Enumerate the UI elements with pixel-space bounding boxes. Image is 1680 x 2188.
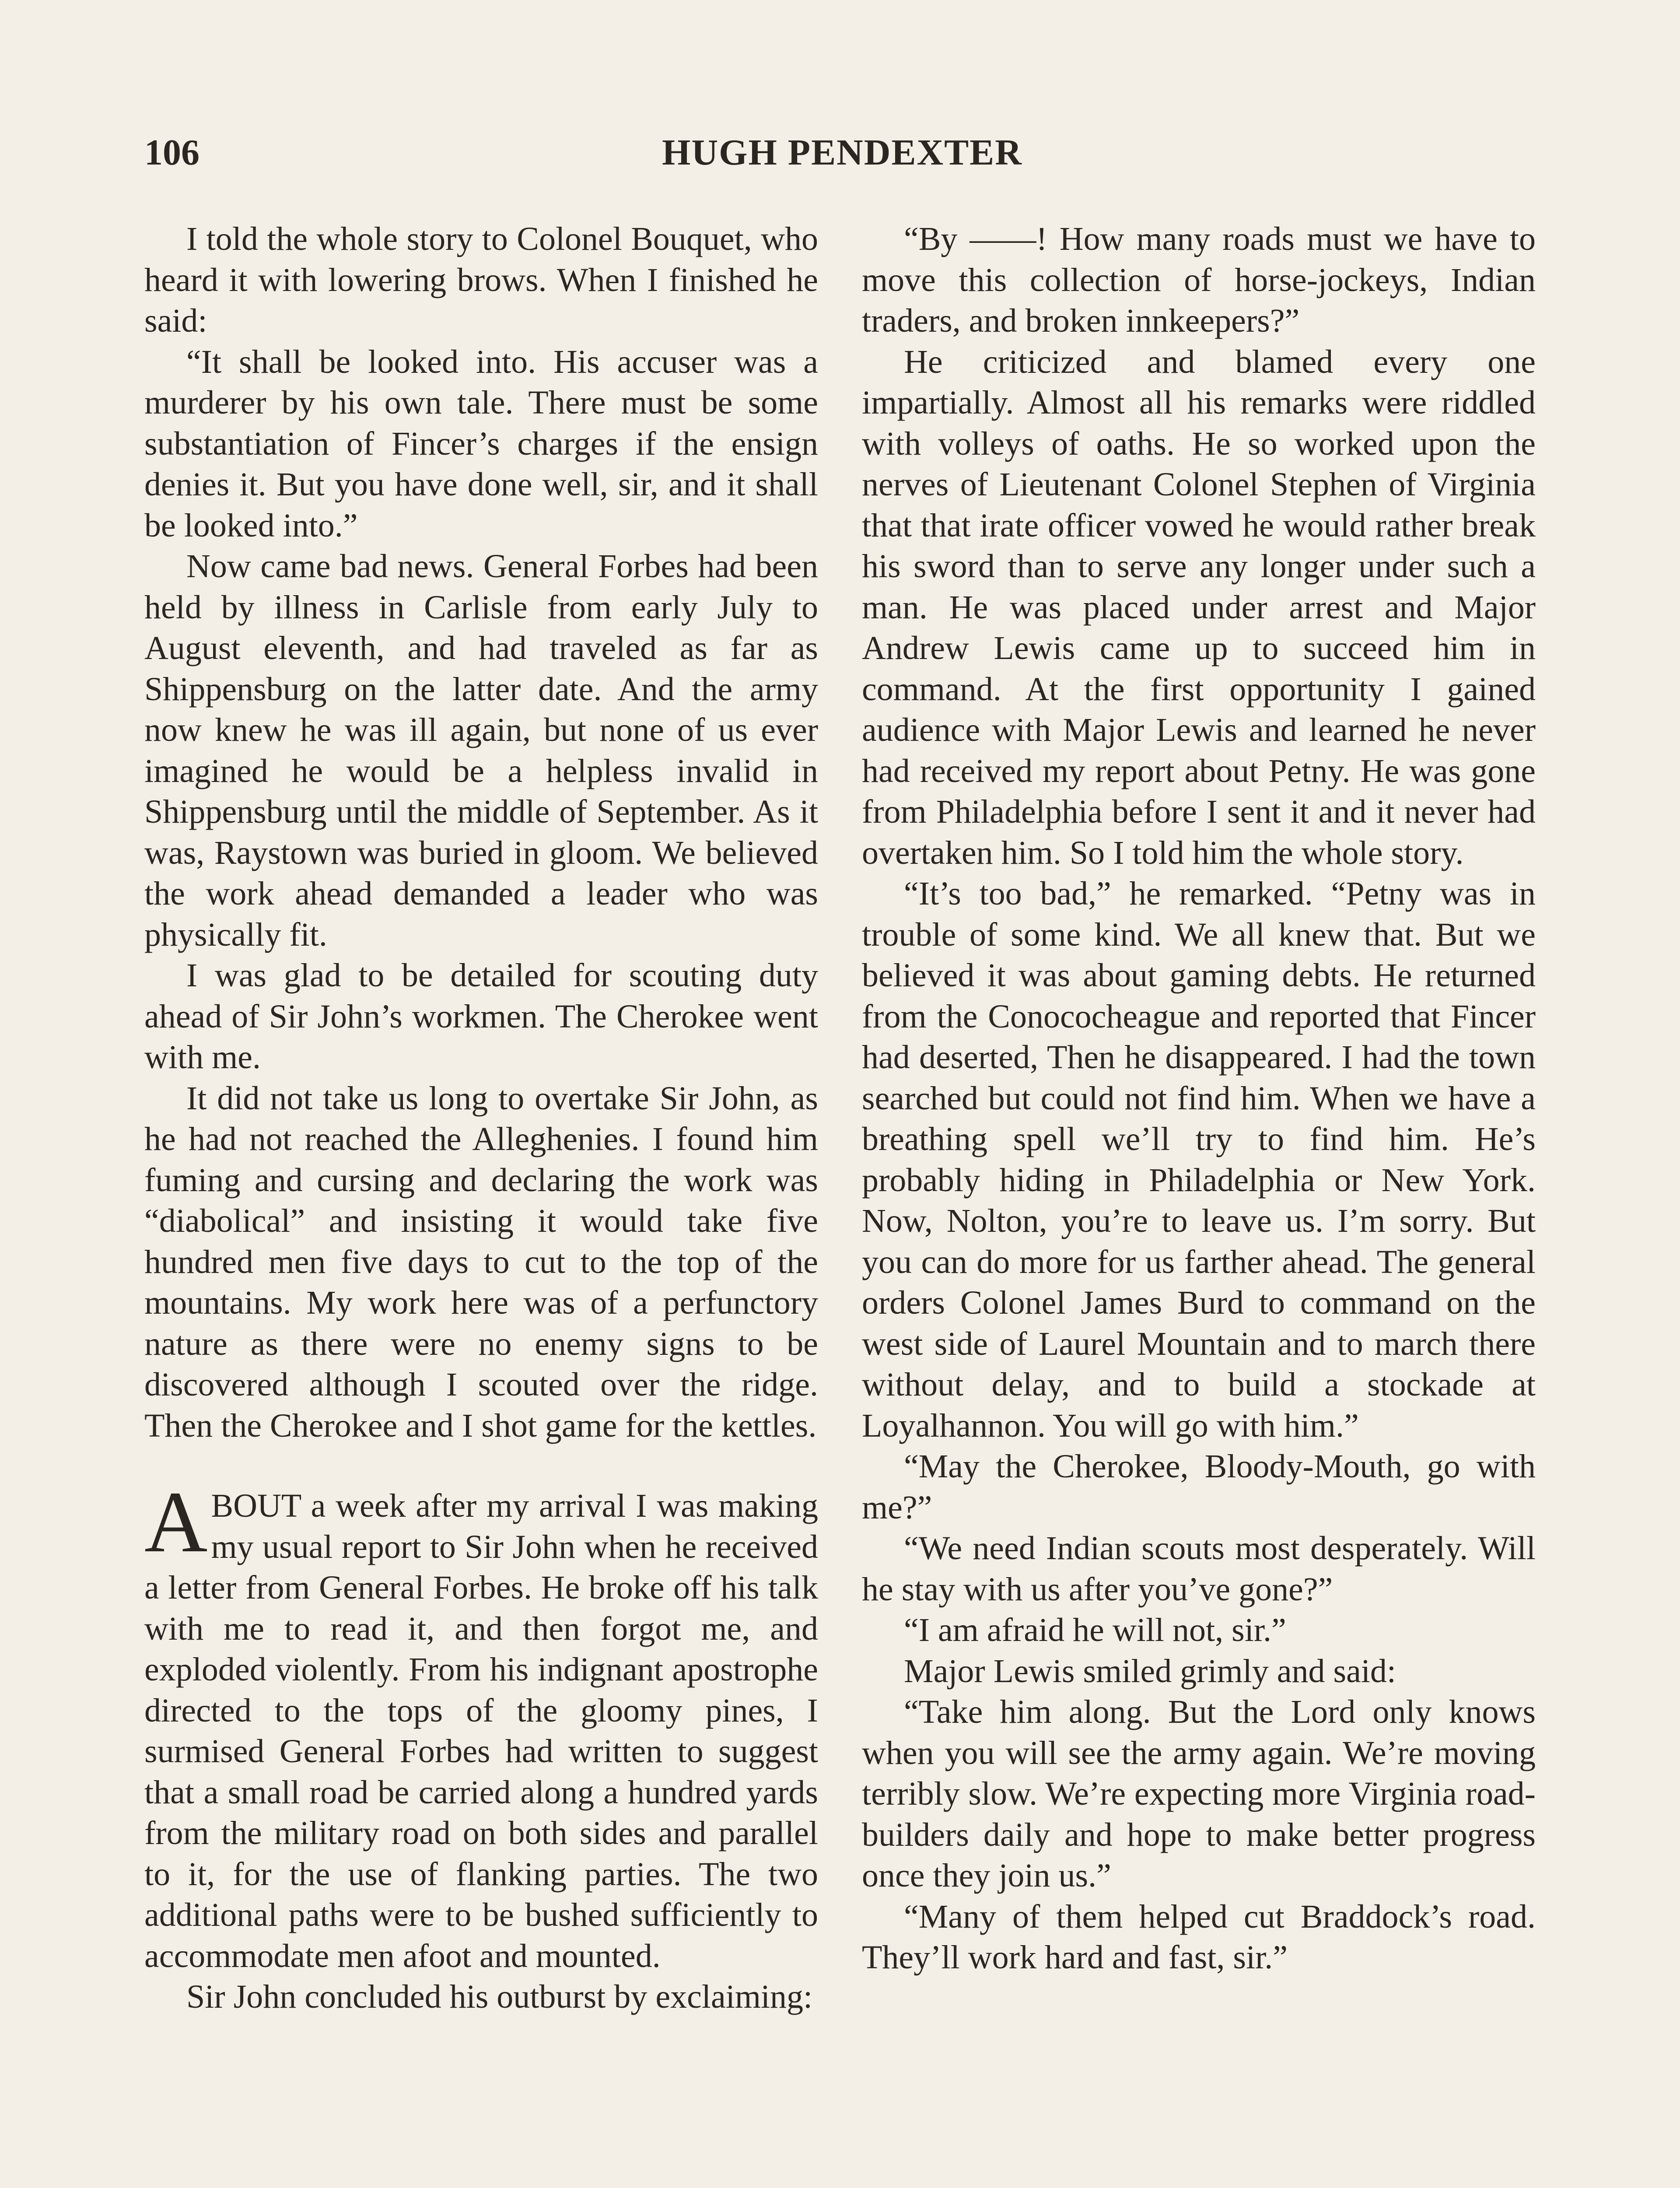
paragraph: “It’s too bad,” he remarked. “Petny was in trouble of some kind. We all knew that. But we believed it was about gaming debts. He returned from the Conococheague and reported that Fincer had deserted, Then he disappeared. I had the town searched but could not find him. When we have a breathing spell we’ll try to find him. He’s probably hiding in Philadelphia or New York. Now, Nolton, you’re to leave us. I’m sorry. But you can do more for us farther ahead. The general orders Colonel James Burd to command on the west side of Laurel Mountain and to march there without delay, and to build a stockade at Loyalhannon. You will go with him.”: [862, 875, 1536, 1444]
paragraph: Sir John concluded his outburst by exclaiming:: [186, 1978, 813, 2015]
author-header: HUGH PENDEXTER: [662, 132, 1022, 173]
left-column: [144, 219, 818, 2018]
paragraph: It did not take us long to overtake Sir John, as he had not reached the Alleghenies. I found him fuming and cursing and declaring the work was “diabolical” and insisting it would take five hundred men five days to cut to the top of the mountains. My work here was of a perfunctory nature as there were no enemy signs to be discovered although I scouted over the ridge. Then the Cherokee and I shot game for the kettles.: [144, 1080, 818, 1444]
paragraph: I was glad to be detailed for scouting duty ahead of Sir John’s workmen. The Cherokee went with me.: [144, 957, 818, 1076]
section-break: [144, 1446, 818, 1486]
drop-cap: A: [144, 1474, 208, 1571]
paragraph: “I am afraid he will not, sir.”: [904, 1612, 1286, 1648]
paragraph: “It shall be looked into. His accuser was a murderer by his own tale. There must be some substantiation of Fincer’s charges if the ensign denies it. But you have done well, sir, and it shall be looked into.”: [144, 343, 818, 544]
running-head: [144, 131, 1540, 179]
paragraph: “By ——! How many roads must we have to move this collection of horse-jockeys, Indian traders, and broken innkeepers?”: [862, 221, 1536, 339]
section-opening-text: BOUT a week after my arrival I was making my usual report to Sir John when he received a letter from General Forbes. He broke off his talk with me to read it, and then forgot me, and exploded violently. From his indignant apostrophe directed to the tops of the gloomy pines, I surmised General Forbes had written to suggest that a small road be carried along a hundred yards from the military road on both sides and parallel to it, for the use of flanking parties. The two additional paths were to be bushed sufficiently to accommodate men afoot and mounted.: [144, 1487, 818, 1974]
paragraph: “May the Cherokee, Bloody-Mouth, go with me?”: [862, 1448, 1536, 1526]
right-column: [862, 219, 1536, 1978]
section-opening-paragraph: [144, 1474, 818, 1977]
paragraph: “Take him along. But the Lord only knows when you will see the army again. We’re moving terribly slow. We’re expecting more Virginia road-builders daily and hope to make better progress once they join us.”: [862, 1694, 1536, 1894]
paragraph: “Many of them helped cut Braddock’s road. They’ll work hard and fast, sir.”: [862, 1898, 1536, 1976]
paragraph: He criticized and blamed every one impartially. Almost all his remarks were riddled with volleys of oaths. He so worked upon the nerves of Lieutenant Colonel Stephen of Virginia that that irate officer vowed he would rather break his sword than to serve any longer under such a man. He was placed under arrest and Major Andrew Lewis came up to succeed him in command. At the first opportunity I gained audience with Major Lewis and learned he never had received my report about Petny. He was gone from Philadelphia before I sent it and it never had overtaken him. So I told him the whole story.: [862, 343, 1536, 871]
page-number: 106: [144, 132, 200, 173]
paragraph: I told the whole story to Colonel Bouquet, who heard it with lowering brows. When I finished he said:: [144, 221, 818, 339]
paragraph: Major Lewis smiled grimly and said:: [904, 1652, 1396, 1690]
paragraph: “We need Indian scouts most desperately. Will he stay with us after you’ve gone?”: [862, 1530, 1536, 1608]
paragraph: Now came bad news. General Forbes had been held by illness in Carlisle from early July to August eleventh, and had traveled as far as Shippensburg on the latter date. And the army now knew he was ill again, but none of us ever imagined he would be a helpless invalid in Shippensburg until the middle of September. As it was, Raystown was buried in gloom. We believed the work ahead demanded a leader who was physically fit.: [144, 548, 818, 953]
